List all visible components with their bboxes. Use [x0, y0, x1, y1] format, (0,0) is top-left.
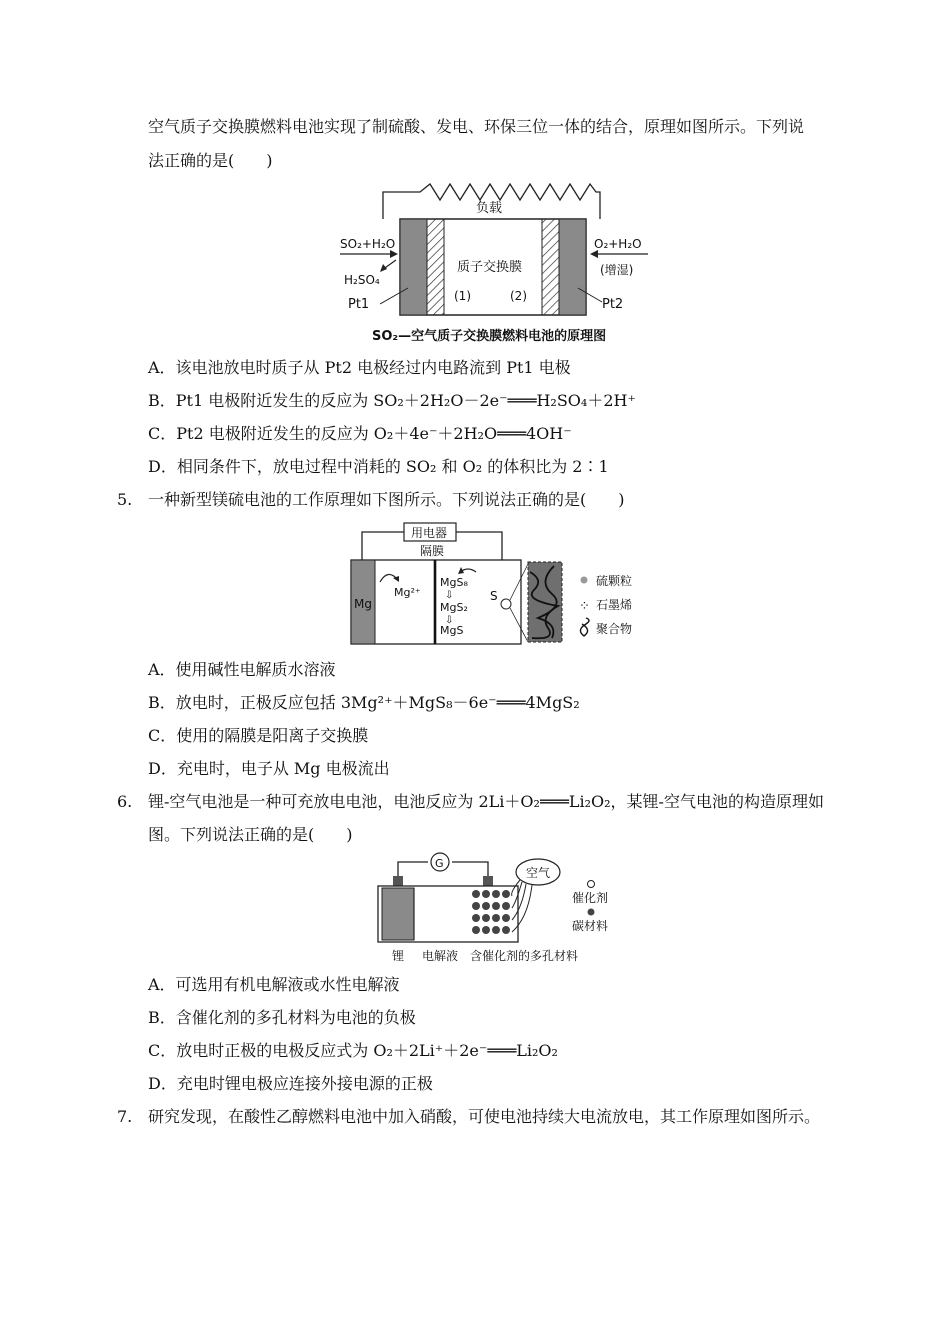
q4-option-d: D．相同条件下，放电过程中消耗的 SO₂ 和 O₂ 的体积比为 2∶1: [148, 457, 609, 476]
q6-number: 6.: [117, 792, 133, 811]
q5-number: 5.: [117, 490, 133, 509]
q4-right-input: O₂+H₂O: [594, 237, 642, 251]
q6-legend-carbon: 碳材料: [572, 919, 609, 933]
q6-option-d: D．充电时锂电极应连接外接电源的正极: [148, 1074, 433, 1093]
q5-legend-graphene: 石墨烯: [596, 598, 633, 612]
q4-option-c: C．Pt2 电极附近发生的反应为 O₂＋4e⁻＋2H₂O═══4OH⁻: [148, 424, 572, 443]
q4-pt2-label: Pt2: [602, 297, 624, 312]
q7-stem: 研究发现，在酸性乙醇燃料电池中加入硝酸，可使电池持续大电流放电，其工作原理如图所示。: [148, 1107, 821, 1126]
q4-left-input: SO₂+H₂O: [340, 237, 396, 251]
q6-option-b: B．含催化剂的多孔材料为电池的负极: [148, 1008, 416, 1027]
q6-label-li: 锂: [392, 949, 405, 963]
q5-mgs8-label: MgS₈: [440, 576, 468, 589]
q5-legend-sulfur: 硫颗粒: [596, 574, 633, 588]
q5-option-d: D．充电时，电子从 Mg 电极流出: [148, 759, 390, 778]
q4-pt1-electrode: [400, 219, 427, 315]
q4-membrane-label: 质子交换膜: [457, 260, 523, 275]
q6-legend-catalyst: 催化剂: [572, 891, 609, 905]
svg-text:⇩: ⇩: [445, 590, 454, 601]
q6-stem-line1: 锂-空气电池是一种可充放电电池，电池反应为 2Li＋O₂═══Li₂O₂，某锂-空气电池的构造原理如: [148, 792, 824, 811]
q6-label-electrolyte: 电解液: [422, 949, 459, 963]
q6-stem-line2: 图。下列说法正确的是( ): [148, 825, 353, 844]
q5-s-label: S: [490, 589, 498, 603]
q5-mg-ion-label: Mg²⁺: [394, 586, 421, 599]
q5-mg-label: Mg: [354, 597, 372, 611]
q5-legend-polymer: 聚合物: [596, 622, 633, 636]
q4-figure-fuel-cell: [330, 180, 660, 348]
q5-separator-label: 隔膜: [420, 544, 445, 558]
q5-mgs-label: MgS: [440, 624, 464, 637]
q5-option-a: A．使用碱性电解质水溶液: [148, 660, 336, 679]
svg-text:⇩: ⇩: [445, 615, 454, 626]
q4-load-label: 负载: [476, 201, 503, 216]
q4-left-output: H₂SO₄: [344, 273, 380, 287]
q4-figure-caption: SO₂—空气质子交换膜燃料电池的原理图: [372, 329, 607, 344]
q5-option-b: B．放电时，正极反应包括 3Mg²⁺＋MgS₈－6e⁻═══4MgS₂: [148, 693, 580, 712]
q4-option-b: B．Pt1 电极附近发生的反应为 SO₂＋2H₂O－2e⁻═══H₂SO₄＋2H⁺: [148, 391, 636, 410]
q6-li-electrode: [382, 888, 414, 940]
q4-right-note: (增湿): [600, 263, 634, 277]
q4-region2-label: (2): [510, 289, 527, 303]
svg-text:⁘: ⁘: [579, 599, 590, 614]
q4-region1-label: (1): [454, 289, 471, 303]
q5-figure-mg-s-battery: [348, 520, 648, 648]
q6-option-c: C．放电时正极的电极反应式为 O₂＋2Li⁺＋2e⁻═══Li₂O₂: [148, 1041, 558, 1060]
q4-option-a: A．该电池放电时质子从 Pt2 电极经过内电路流到 Pt1 电极: [148, 358, 571, 377]
q4-pt1-label: Pt1: [348, 297, 370, 312]
q5-mgs2-label: MgS₂: [440, 601, 468, 614]
q5-option-c: C．使用的隔膜是阳离子交换膜: [148, 726, 369, 745]
q6-galvanometer-label: G: [435, 857, 444, 870]
q4-stem-line2: 法正确的是( ): [148, 151, 273, 170]
q6-option-a: A．可选用有机电解液或水性电解液: [148, 975, 400, 994]
q4-stem-line1: 空气质子交换膜燃料电池实现了制硫酸、发电、环保三位一体的结合，原理如图所示。下列说: [148, 117, 805, 136]
q4-diffusion-layer-right: [542, 219, 559, 315]
q6-figure-li-air-battery: [370, 852, 630, 966]
q4-diffusion-layer-left: [427, 219, 444, 315]
q7-number: 7.: [117, 1107, 133, 1126]
q5-stem: 一种新型镁硫电池的工作原理如下图所示。下列说法正确的是( ): [148, 490, 625, 509]
q6-air-label: 空气: [526, 866, 551, 880]
q5-device-label: 用电器: [411, 526, 448, 540]
q4-pt2-electrode: [559, 219, 586, 315]
q6-label-porous: 含催化剂的多孔材料: [470, 949, 579, 963]
